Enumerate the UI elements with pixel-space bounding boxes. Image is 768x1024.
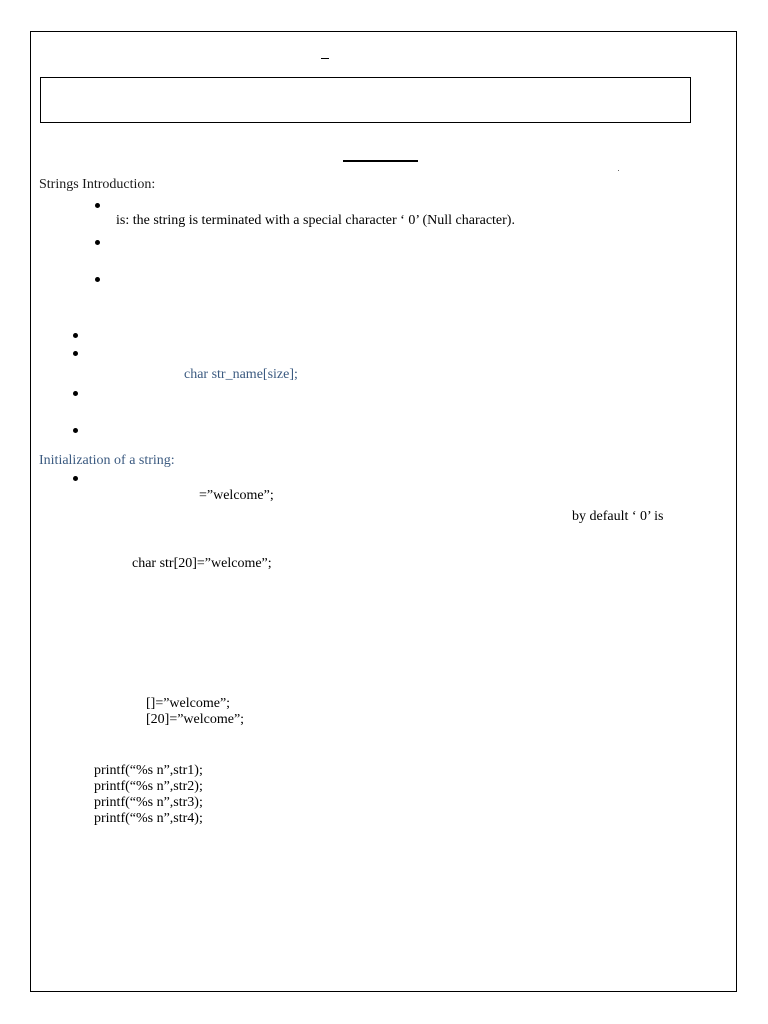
- array-declaration-2: [20]=”welcome”;: [146, 712, 245, 727]
- printf-line: printf(“%s n”,str4);: [94, 811, 203, 826]
- header-box: [40, 77, 691, 123]
- bullet-6: [73, 391, 78, 396]
- declaration-syntax: char str_name[size];: [184, 367, 298, 382]
- title-underline: [343, 160, 418, 162]
- strings-intro-heading: Strings Introduction:: [39, 177, 156, 192]
- null-char-line: is: the string is terminated with a special character ‘ 0’ (Null character).: [116, 213, 515, 228]
- bullet-2: [95, 240, 100, 245]
- initialization-heading: Initialization of a string:: [39, 453, 175, 468]
- bullet-1: [95, 203, 100, 208]
- printf-line: printf(“%s n”,str2);: [94, 779, 203, 794]
- example-declaration: char str[20]=”welcome”;: [132, 556, 272, 571]
- printf-line: printf(“%s n”,str3);: [94, 795, 203, 810]
- bullet-7: [73, 428, 78, 433]
- bullet-4: [73, 333, 78, 338]
- assign-line: =”welcome”;: [199, 488, 274, 503]
- bullet-8: [73, 476, 78, 481]
- default-note: by default ‘ 0’ is: [572, 509, 664, 524]
- printf-line: printf(“%s n”,str1);: [94, 763, 203, 778]
- dot-mark: [618, 170, 619, 171]
- array-declaration-1: []=”welcome”;: [146, 696, 231, 711]
- header-dash: [321, 58, 329, 59]
- printf-block: [94, 763, 203, 827]
- bullet-5: [73, 351, 78, 356]
- bullet-3: [95, 277, 100, 282]
